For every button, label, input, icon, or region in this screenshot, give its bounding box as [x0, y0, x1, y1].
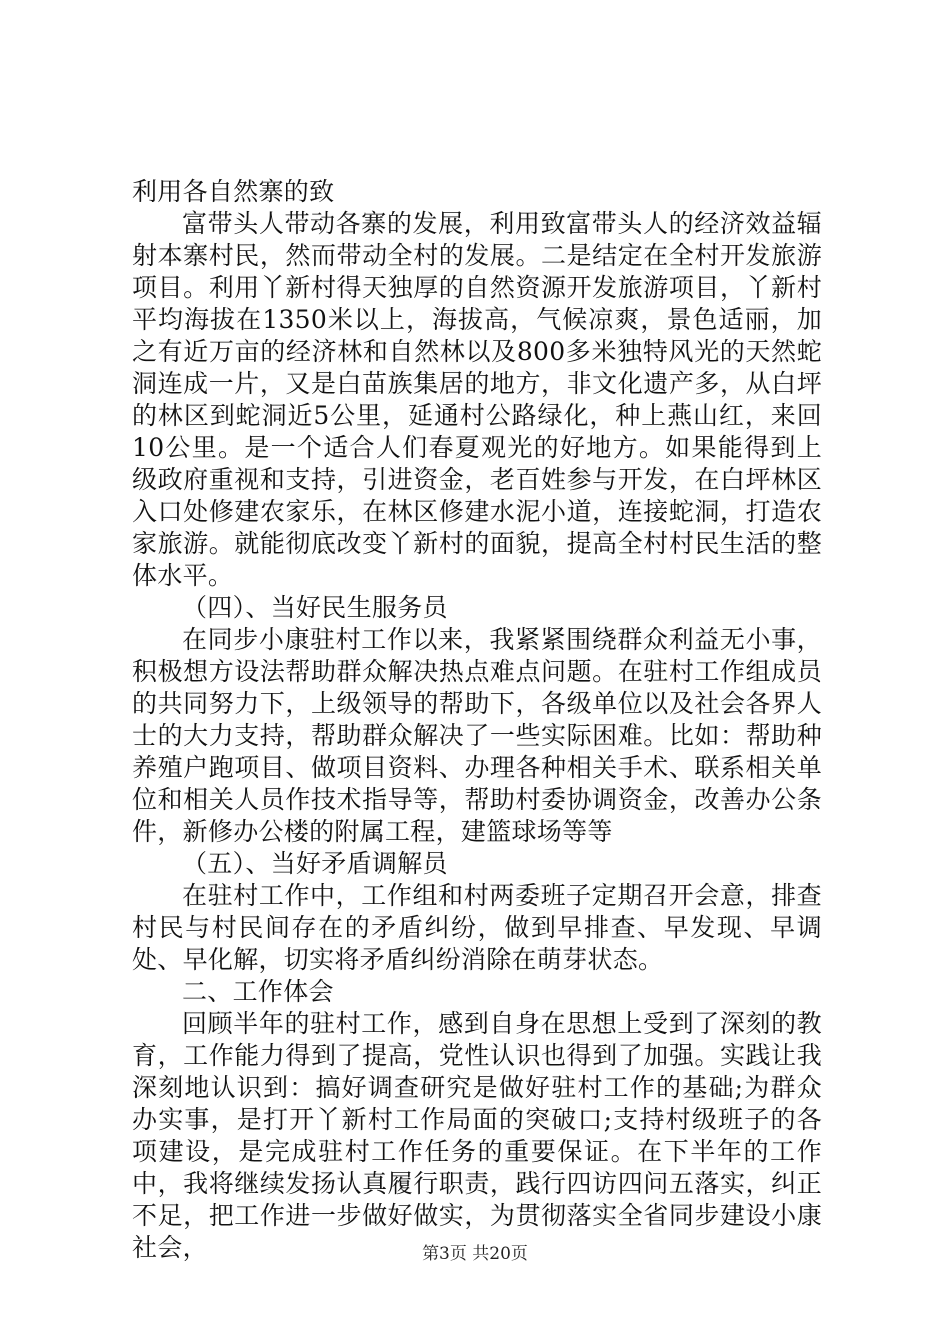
- section-heading-4: （四）、当好民生服务员: [182, 593, 448, 622]
- section-heading-experience: 二、工作体会: [182, 977, 334, 1006]
- page-footer: 第3页 共20页: [422, 1244, 528, 1264]
- paragraph-continuation: 利用各自然寨的致: [132, 177, 335, 206]
- paragraph-mediation: 在驻村工作中，工作组和村两委班子定期召开会意，排查村民与村民间存在的矛盾纠纷，做到早排查、早发现、早调处、早化解，切实将矛盾纠纷消除在萌芽状态。: [132, 881, 822, 974]
- paragraph-tourism: 富带头人带动各寨的发展，利用致富带头人的经济效益辐射本寨村民，然而带动全村的发展。二是结定在全村开发旅游项目。利用丫新村得天独厚的自然资源开发旅游项目，丫新村平均海拔在1350米以上，海拔高，气候凉爽，景色适丽，加之有近万亩的经济林和自然林以及800多米独特风光的天然蛇洞连成一片，又是白苗族集居的地方，非文化遗产多，从白坪的林区到蛇洞近5公里，延通村公路绿化，种上燕山红，来回10公里。是一个适合人们春夏观光的好地方。如果能得到上级政府重视和支持，引进资金，老百姓参与开发，在白坪林区入口处修建农家乐，在林区修建水泥小道，连接蛇洞，打造农家旅游。就能彻底改变丫新村的面貌，提高全村村民生活的整体水平。: [132, 209, 822, 590]
- paragraph-livelihood: 在同步小康驻村工作以来，我紧紧围绕群众利益无小事，积极想方设法帮助群众解决热点难点问题。在驻村工作组成员的共同努力下，上级领导的帮助下，各级单位以及社会各界人士的大力支持，帮助群众解决了一些实际困难。比如：帮助种养殖户跑项目、做项目资料、办理各种相关手术、联系相关单位和相关人员作技术指导等，帮助村委协调资金，改善办公条件，新修办公楼的附属工程，建篮球场等等: [132, 625, 822, 846]
- paragraph-experience: 回顾半年的驻村工作，感到自身在思想上受到了深刻的教育，工作能力得到了提高，党性认识也得到了加强。实践让我深刻地认识到：搞好调查研究是做好驻村工作的基础;为群众办实事，是打开丫新村工作局面的突破口;支持村级班子的各项建设，是完成驻村工作任务的重要保证。在下半年的工作中，我将继续发扬认真履行职责，践行四访四问五落实，纠正不足，把工作进一步做好做实，为贯彻落实全省同步建设小康社会，: [132, 1009, 822, 1262]
- document-body: [132, 176, 822, 1264]
- section-heading-5: （五）、当好矛盾调解员: [182, 849, 448, 878]
